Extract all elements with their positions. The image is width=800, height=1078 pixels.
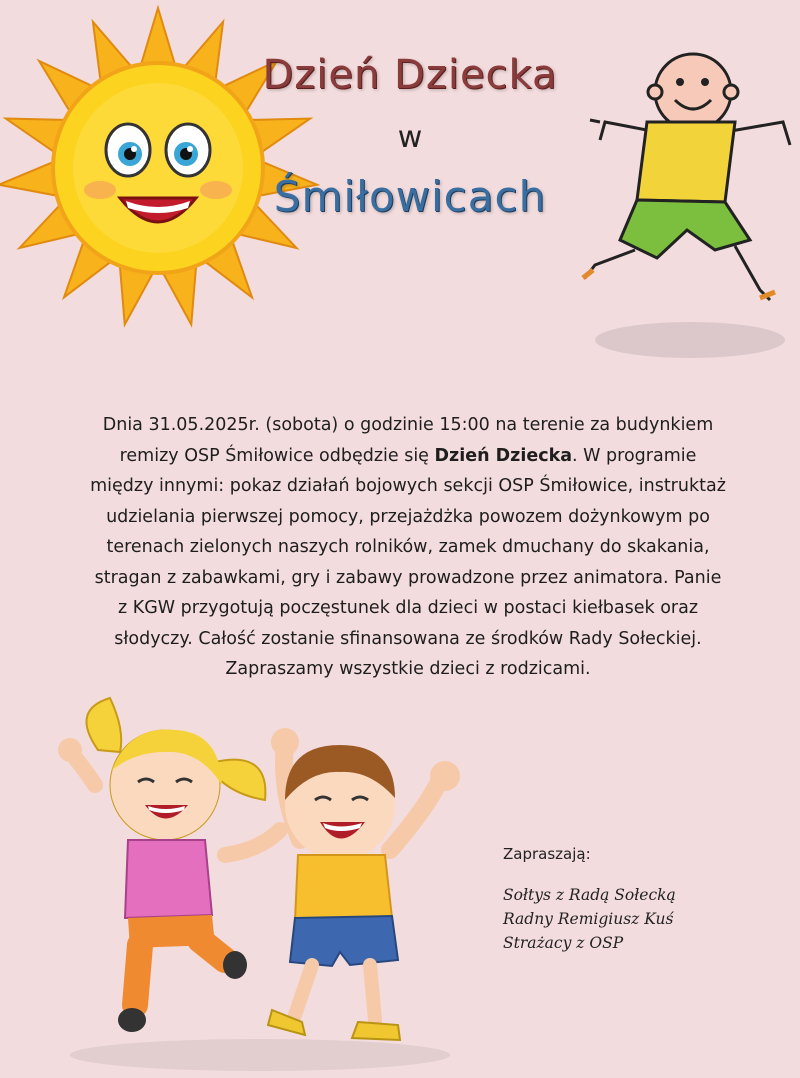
title-line-3: Śmiłowicach xyxy=(273,172,547,221)
signature-heading: Zapraszają: xyxy=(503,845,591,863)
signature-line: Sołtys z Radą Sołecką xyxy=(503,886,676,904)
jumping-children-illustration xyxy=(40,690,480,1078)
announcement-text xyxy=(88,410,728,685)
signature-line: Radny Remigiusz Kuś xyxy=(503,910,674,928)
announcement-part-2: . W programie między innymi: pokaz działań bojowych sekcji OSP Śmiłowice, instruktaż udzielania pierwszej pomocy, przejażdżka powozem dożynkowym po terenach zielonych naszych rolników, zamek dmuchany do skakania, stragan z zabawkami, gry i zabawy prowadzone przez animatora. Panie z KGW przygotują poczęstunek dla dzieci w postaci kiełbasek oraz słodyczy. Całość zostanie sfinansowana ze środków Rady Sołeckiej. Zapraszamy wszystkie dzieci z rodzicami. xyxy=(90,445,726,679)
stick-figure-illustration xyxy=(575,50,800,370)
title-line-2: w xyxy=(397,120,423,155)
signature-block xyxy=(503,845,783,955)
title-line-1: Dzień Dziecka xyxy=(262,52,558,98)
announcement-part-1: Dnia 31.05.2025r. (sobota) o godzinie 15:00 na terenie za budynkiem remizy OSP Śmiłowice odbędzie się xyxy=(102,415,714,466)
sun-illustration xyxy=(0,0,320,330)
announcement-bold: Dzień Dziecka xyxy=(434,445,573,466)
signature-line: Strażacy z OSP xyxy=(503,934,624,952)
